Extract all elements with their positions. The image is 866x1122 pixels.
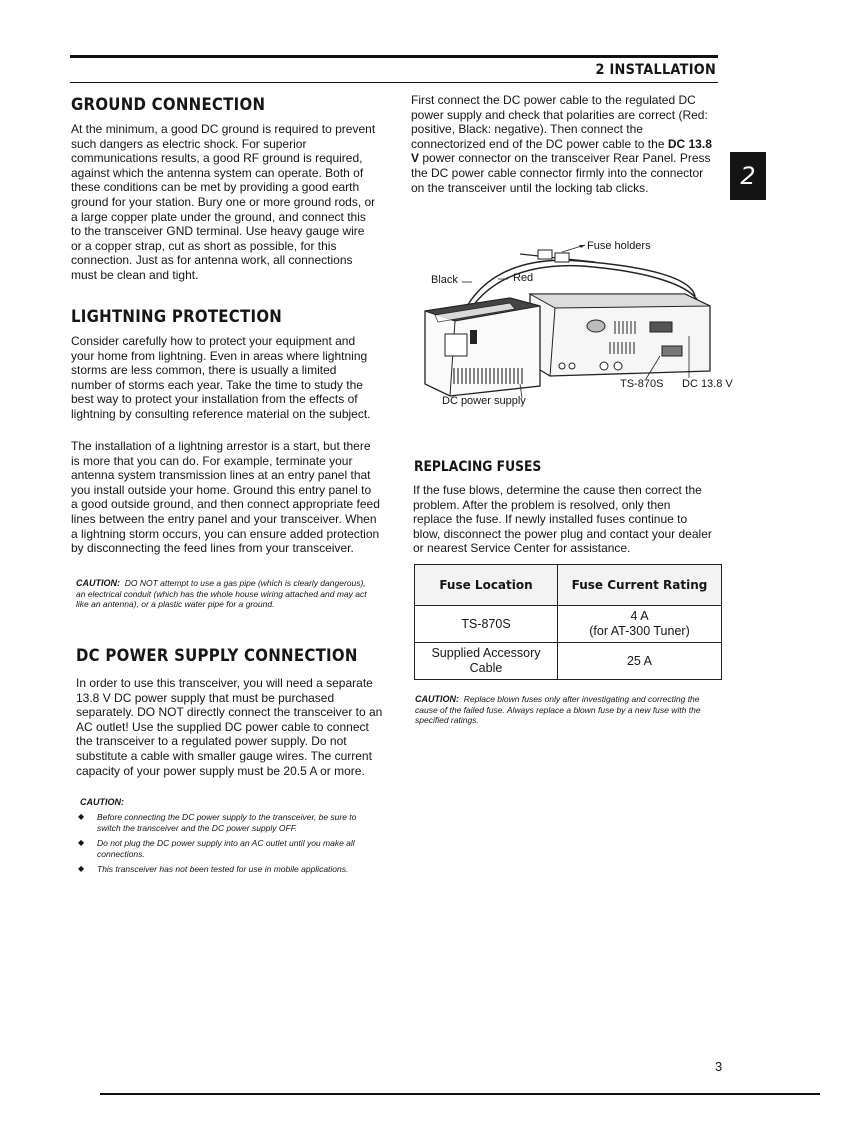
dc-cable-instructions: First connect the DC power cable to the regulated DC power supply and check that polarities are correct (Red: positive, Black: negative). Then connect the connectorized end of the DC power cable to the DC 13.8 V power connector on the transceiver Rear Panel. Press the DC power cable connector firmly into the connector on the transceiver until the locking tab clicks.	[411, 93, 712, 195]
diagram-illustration	[410, 236, 720, 411]
fuse-table	[414, 564, 722, 680]
caution-label: CAUTION:	[415, 694, 459, 704]
table-header-row	[415, 565, 722, 606]
replacing-fuses-heading: REPLACING FUSES	[414, 459, 542, 475]
transceiver-model-label: TS-870S	[620, 378, 664, 390]
page-number: 3	[715, 1059, 723, 1074]
power-connection-diagram	[410, 236, 733, 411]
list-item: ◆ Do not plug the DC power supply into an AC outlet until you make all connections.	[78, 838, 355, 859]
table-cell: Supplied Accessory Cable	[415, 643, 558, 680]
table-row	[415, 606, 722, 643]
header-underline	[70, 82, 718, 83]
bottom-rule	[100, 1093, 820, 1095]
ground-connection-text: At the minimum, a good DC ground is required to prevent such dangers as electric shock. For superior communications results, a good RF ground is required, against which the antenna system can operate. Both of these conditions can be met by providing a good earth ground for your station. Bury one or more ground rods, or a large copper plate under the ground, and connect this to the transceiver GND terminal. Use heavy gauge wire or a copper strap, cut as short as possible, for this connection. Just as for antenna work, all connections must be clean and tight.	[71, 122, 376, 282]
replacing-fuses-text: If the fuse blows, determine the cause then correct the problem. After the problem is resolved, only then replace the fuse. If newly installed fuses continue to blow, disconnect the power plug and contact your dealer or nearest Service Center for assistance.	[413, 483, 712, 556]
list-item: ◆ Before connecting the DC power supply to the transceiver, be sure to switch the transceiver and the DC power supply OFF.	[78, 812, 357, 833]
lightning-protection-text-2: The installation of a lightning arrestor is a start, but there is more that you can do. For example, terminate your antenna system transmission lines at an entry panel that you install outside your home. Ground this entry panel to a good outside ground, and then connect appropriate feed lines between the entry panel and your transceiver. When a lightning storm occurs, you can ensure added protection by disconnecting the feed lines from your transceiver.	[71, 439, 380, 556]
column-header: Fuse Current Rating	[558, 565, 722, 606]
dc-connector-label: DC 13.8 V	[682, 378, 733, 390]
lightning-protection-text-1: Consider carefully how to protect your equipment and your home from lightning. Even in areas where lightning storms are less common, there is usually a limited number of storms each year. Take the time to study the best way to protect your installation from the effects of lightning by consulting reference material on the subject.	[71, 334, 371, 421]
table-cell: 4 A (for AT-300 Tuner)	[558, 606, 722, 643]
ground-connection-heading: GROUND CONNECTION	[71, 95, 266, 115]
lightning-caution	[76, 578, 376, 610]
chapter-title: 2 INSTALLATION	[595, 62, 716, 78]
caution-label: CAUTION:	[76, 578, 120, 588]
fuse-holders-label: Fuse holders	[587, 240, 651, 252]
dc-13-8v-label: DC 13.8 V	[411, 136, 712, 166]
red-wire-label: Red	[513, 272, 534, 284]
caution-text: DO NOT attempt to use a gas pipe (which is clearly dangerous), an electrical conduit (which has the whole house wiring attached and may act like an antenna), or a plastic water pipe for a ground.	[76, 578, 367, 609]
black-wire-label: Black	[431, 274, 458, 286]
dc-power-heading: DC POWER SUPPLY CONNECTION	[76, 646, 358, 666]
caution-text: Replace blown fuses only after investigating and correcting the cause of the failed fuse. Always replace a blown fuse by a new fuse with the specified ratings.	[415, 694, 701, 725]
chapter-tab: 2	[730, 152, 766, 200]
table-row	[415, 643, 722, 680]
dc-power-caution-label	[80, 797, 124, 808]
table-cell: TS-870S	[415, 606, 558, 643]
top-rule	[70, 55, 718, 58]
table-cell: 25 A	[558, 643, 722, 680]
dc-power-supply-label: DC power supply	[442, 395, 526, 407]
list-item: ◆ This transceiver has not been tested for use in mobile applications.	[78, 864, 349, 874]
lightning-protection-heading: LIGHTNING PROTECTION	[71, 307, 283, 327]
dc-power-text: In order to use this transceiver, you will need a separate 13.8 V DC power supply that must be purchased separately. DO NOT directly connect the transceiver to an AC outlet! Use the supplied DC power cable to connect the transceiver to a regulated power supply. Do not substitute a cable with smaller gauge wires. The current capacity of your power supply must be 20.5 A or more.	[76, 676, 383, 778]
fuse-caution	[415, 694, 717, 726]
column-header: Fuse Location	[415, 565, 558, 606]
caution-label: CAUTION:	[80, 797, 124, 807]
dc-power-caution-list	[76, 812, 371, 880]
